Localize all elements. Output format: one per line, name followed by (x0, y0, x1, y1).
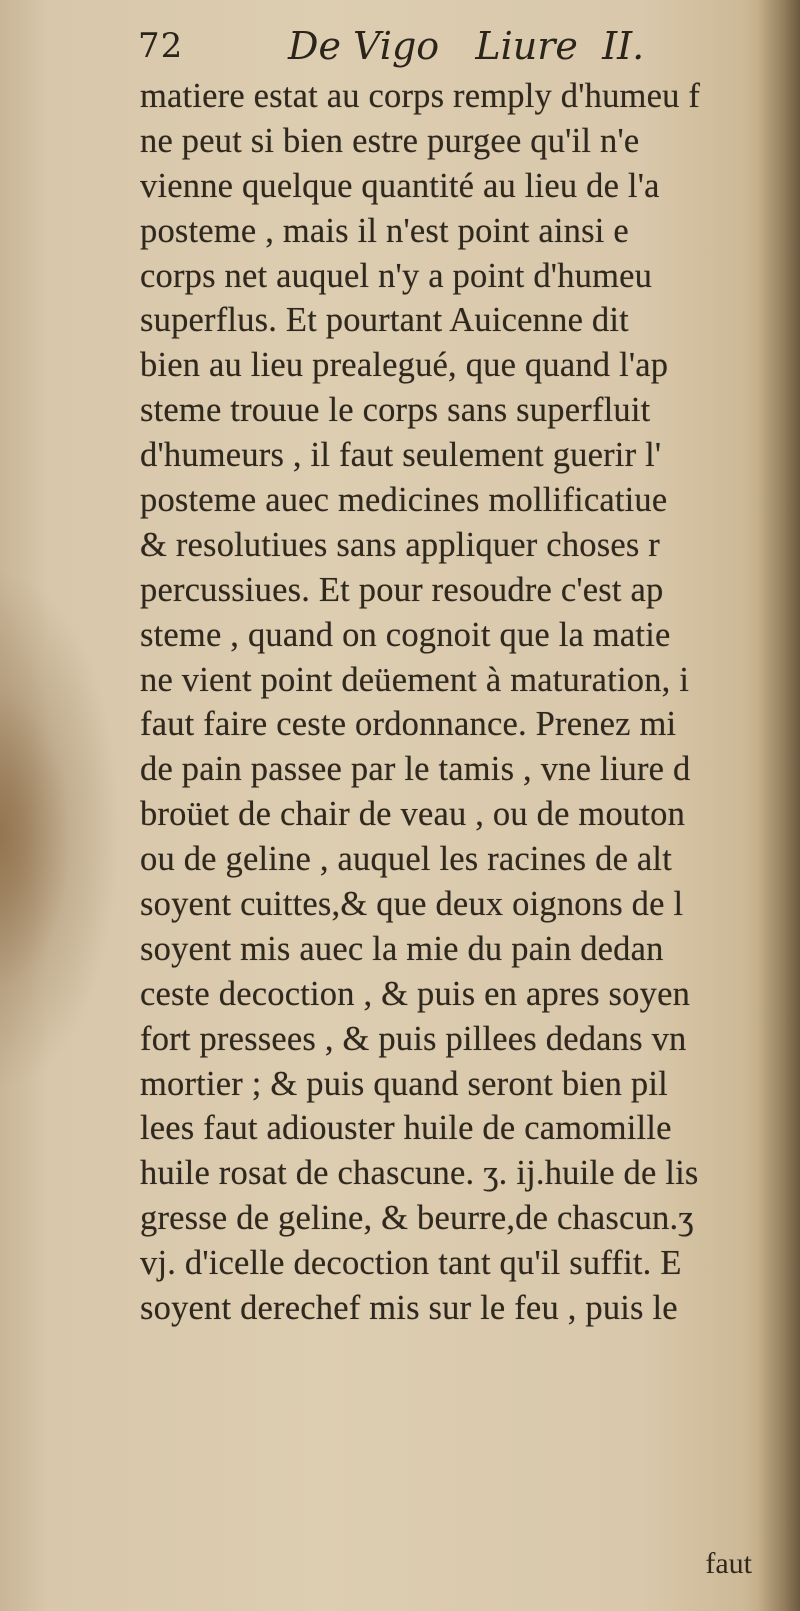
running-title: De Vigo Liure II. (288, 24, 645, 68)
text-line: soyent derechef mis sur le feu , puis le (140, 1289, 678, 1328)
text-line: mortier ; & puis quand seront bien pil (140, 1064, 668, 1103)
text-line: percussiues. Et pour resoudre c'est ap (140, 570, 664, 609)
body-text (140, 74, 790, 1331)
text-line: gresse de geline, & beurre,de chascun.ʒ (140, 1199, 694, 1238)
text-line: superflus. Et pourtant Auicenne dit (140, 301, 629, 340)
text-line: de pain passee par le tamis , vne liure d (140, 750, 691, 789)
text-line: bien au lieu prealegué, que quand l'ap (140, 346, 669, 385)
text-line: corps net auquel n'y a point d'humeu (140, 256, 653, 295)
text-line: ne vient point deüement à maturation, i (140, 660, 690, 699)
text-line: huile rosat de chascune. ʒ. ij.huile de lis (140, 1154, 699, 1193)
text-line: & resolutiues sans appliquer choses r (140, 525, 660, 564)
catchword: faut (705, 1547, 752, 1580)
text-line: steme , quand on cognoit que la matie (140, 615, 671, 654)
text-line: soyent cuittes,& que deux oignons de l (140, 885, 684, 924)
text-line: posteme , mais il n'est point ainsi e (140, 211, 629, 250)
page-number: 72 (138, 26, 184, 66)
text-line: broüet de chair de veau , ou de mouton (140, 795, 686, 834)
page-header (138, 20, 758, 74)
text-line: soyent mis auec la mie du pain dedan (140, 929, 664, 968)
page-stain (0, 690, 70, 990)
text-line: steme trouue le corps sans superfluit (140, 391, 651, 430)
text-line: vienne quelque quantité au lieu de l'a (140, 166, 660, 205)
text-line: faut faire ceste ordonnance. Prenez mi (140, 705, 677, 744)
text-line: lees faut adiouster huile de camomille (140, 1109, 672, 1148)
text-line: ceste decoction , & puis en apres soyen (140, 974, 691, 1013)
text-line: d'humeurs , il faut seulement guerir l' (140, 436, 662, 475)
text-line: posteme auec medicines mollificatiue (140, 481, 668, 520)
text-line: matiere estat au corps remply d'humeu f (140, 77, 701, 115)
text-line: vj. d'icelle decoction tant qu'il suffit. E (140, 1244, 682, 1283)
text-line: fort pressees , & puis pillees dedans vn (140, 1019, 687, 1058)
text-line: ou de geline , auquel les racines de alt (140, 840, 673, 879)
text-line: ne peut si bien estre purgee qu'il n'e (140, 121, 640, 160)
